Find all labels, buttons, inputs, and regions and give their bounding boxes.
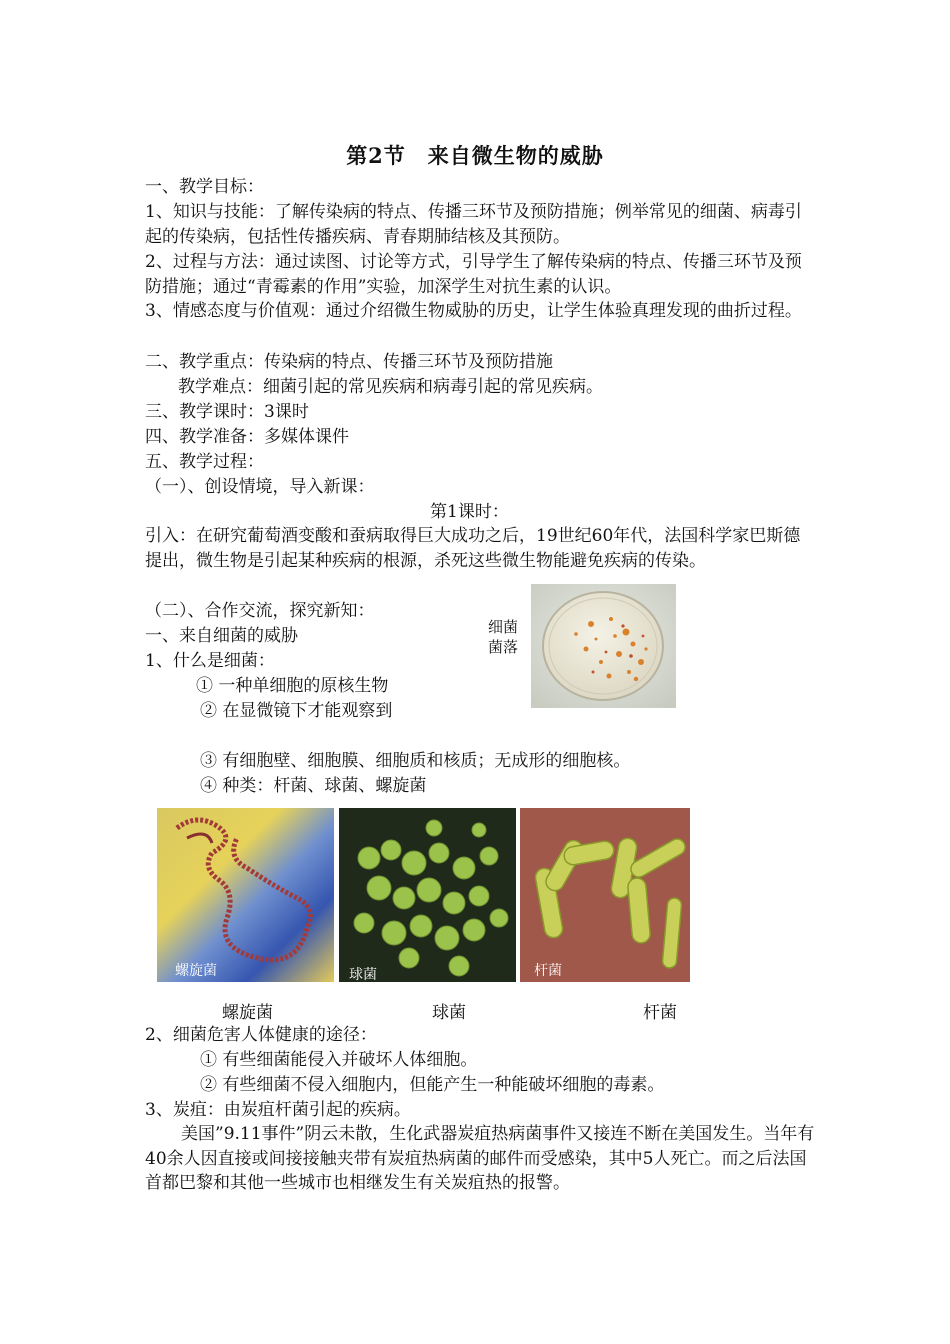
teaching-difficulty: 教学难点：细菌引起的常见疾病和病毒引起的常见疾病。 xyxy=(178,377,603,397)
spiral-inner-label: 螺旋菌 xyxy=(175,963,217,979)
teaching-focus: 二、教学重点：传染病的特点、传播三环节及预防措施 xyxy=(145,352,553,372)
intro-paragraph: 引入：在研究葡萄酒变酸和蚕病取得巨大成功之后，19世纪60年代，法国科学家巴斯德提出，微生物是引起某种疾病的根源，杀死这些微生物能避免疾病的传染。 xyxy=(145,526,801,571)
goal-process-methods: 2、过程与方法：通过读图、讨论等方式，引导学生了解传染病的特点、传播三环节及预防措施；通过“青霉素的作用”实验，加深学生对抗生素的认识。 xyxy=(145,252,802,297)
goal-emotion-values: 3、情感态度与价值观：通过介绍微生物威胁的历史，让学生体验真理发现的曲折过程。 xyxy=(145,301,802,321)
cocci-caption: 球菌 xyxy=(432,1003,466,1023)
teaching-process: 五、教学过程： xyxy=(145,452,264,472)
spiral-caption: 螺旋菌 xyxy=(222,1003,273,1023)
rod-inner-label: 杆菌 xyxy=(534,963,562,979)
cocci-bacteria-image xyxy=(339,808,516,982)
petri-label-line2: 菌落 xyxy=(487,638,518,656)
bacteria-point-3: ③ 有细胞壁、细胞膜、细胞质和核质；无成形的细胞核。 xyxy=(200,751,631,771)
cocci-inner-label: 球菌 xyxy=(349,967,377,982)
teaching-hours: 三、教学课时：3课时 xyxy=(145,402,309,422)
bacteria-harm-ways: 2、细菌危害人体健康的途径： xyxy=(145,1025,377,1045)
rod-bacteria-illustration xyxy=(520,808,690,982)
rod-caption: 杆菌 xyxy=(643,1003,677,1023)
anthrax-paragraph: 美国”9.11事件”阴云未散，生化武器炭疽热病菌事件又接连不断在美国发生。当年有40余人因直接或间接接触夹带有炭疽热病菌的邮件而受感染，其中5人死亡。而之后法国首都巴黎和其他一些城市也相继发生有关炭疽热的报警。 xyxy=(145,1124,815,1193)
bacteria-point-1: ① 一种单细胞的原核生物 xyxy=(196,676,389,696)
step-cooperation: （二）、合作交流，探究新知： xyxy=(145,601,375,621)
harm-way-2: ② 有些细菌不侵入细胞内，但能产生一种能破坏细胞的毒素。 xyxy=(200,1075,665,1095)
rod-bacteria-image xyxy=(520,808,690,982)
bacteria-point-2: ② 在显微镜下才能观察到 xyxy=(200,701,393,721)
petri-label xyxy=(483,617,523,657)
cocci-bacteria-illustration xyxy=(339,808,516,982)
petri-label-line1: 细菌 xyxy=(487,618,518,636)
lesson-one-heading: 第1课时： xyxy=(430,502,509,522)
section-teaching-goals: 一、教学目标： xyxy=(145,177,264,197)
spiral-bacteria-image xyxy=(157,808,334,982)
spiral-bacteria-illustration xyxy=(157,808,334,982)
petri-dish-image xyxy=(531,584,676,708)
bacteria-point-4: ④ 种类：杆菌、球菌、螺旋菌 xyxy=(200,776,427,796)
petri-dish-illustration xyxy=(531,584,676,708)
page-title: 第2节 来自微生物的威胁 xyxy=(346,143,604,168)
harm-way-1: ① 有些细菌能侵入并破坏人体细胞。 xyxy=(200,1050,478,1070)
goal-knowledge-skills: 1、知识与技能：了解传染病的特点、传播三环节及预防措施；例举常见的细菌、病毒引起的传染病，包括性传播疾病、青春期肺结核及其预防。 xyxy=(145,202,802,247)
step-create-scenario: （一）、创设情境，导入新课： xyxy=(145,477,375,497)
teaching-preparation: 四、教学准备：多媒体课件 xyxy=(145,427,349,447)
anthrax-heading: 3、炭疽：由炭疽杆菌引起的疾病。 xyxy=(145,1100,411,1120)
what-is-bacteria: 1、什么是细菌： xyxy=(145,651,275,671)
subsection-bacteria-threat: 一、来自细菌的威胁 xyxy=(145,626,298,646)
